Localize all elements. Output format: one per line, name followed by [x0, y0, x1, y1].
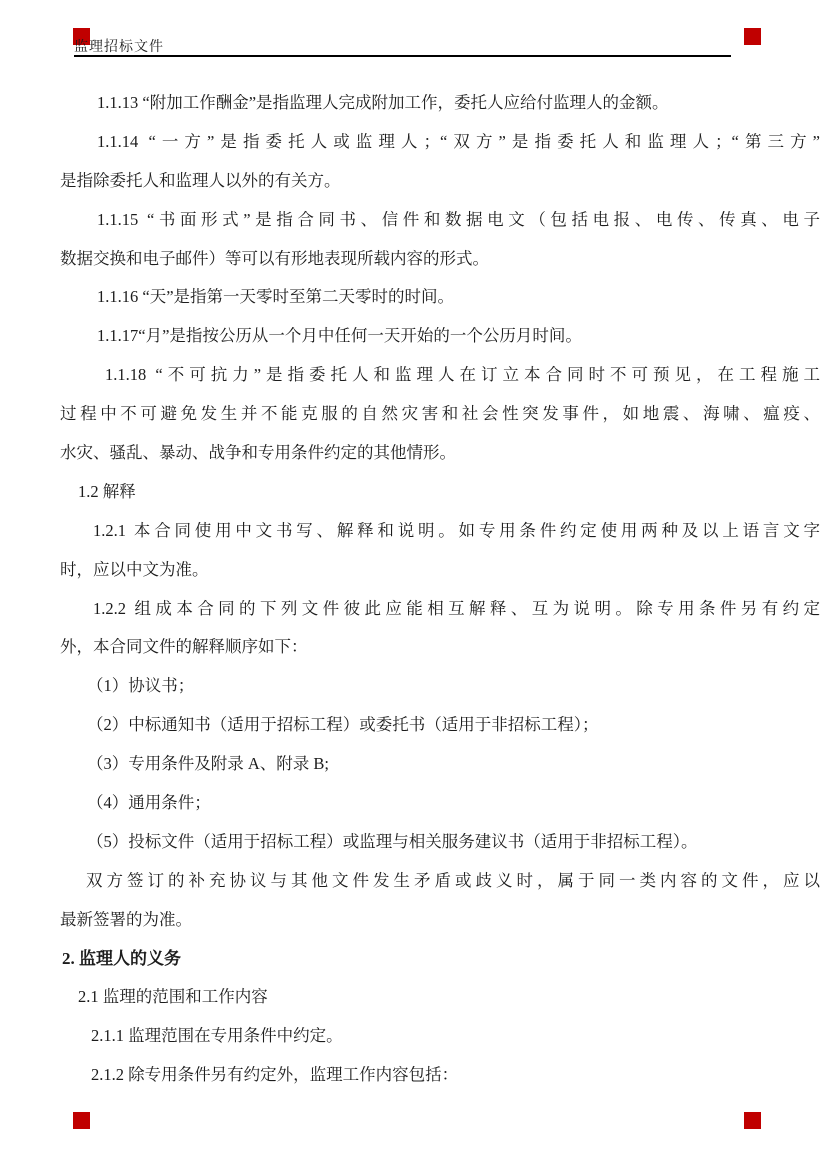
clause-1-2-1-line-2: 时，应以中文为准。 [60, 559, 209, 579]
section-2-heading: 2. 监理人的义务 [62, 948, 181, 968]
supplement-line-2: 最新签署的为准。 [60, 909, 192, 929]
document-body [60, 84, 820, 1095]
clause-2-1-1: 2.1.1 监理范围在专用条件中约定。 [91, 1026, 343, 1046]
clause-1-1-15-line-1: 1.1.15 “书面形式”是指合同书、信件和数据电文（包括电报、电传、传真、电子 [97, 209, 820, 229]
list-item-5: （5）投标文件（适用于招标工程）或监理与相关服务建议书（适用于非招标工程）。 [87, 831, 698, 851]
clause-1-1-17: 1.1.17“月”是指按公历从一个月中任何一天开始的一个公历月时间。 [97, 326, 582, 346]
list-item-2: （2）中标通知书（适用于招标工程）或委托书（适用于非招标工程）； [87, 715, 599, 735]
clause-1-1-18-line-1: 1.1.18 “不可抗力”是指委托人和监理人在订立本合同时不可预见，在工程施工 [105, 365, 820, 385]
clause-1-1-13: 1.1.13 “附加工作酬金”是指监理人完成附加工作，委托人应给付监理人的金额。 [97, 93, 669, 112]
list-item-1: （1）协议书； [87, 676, 195, 696]
clause-1-1-18-line-3: 水灾、骚乱、暴动、战争和专用条件约定的其他情形。 [60, 443, 456, 463]
clause-1-2-1-line-1: 1.2.1 本合同使用中文书写、解释和说明。如专用条件约定使用两种及以上语言文字 [93, 520, 820, 540]
page-header-title: 监理招标文件 [74, 40, 164, 55]
red-corner-mark-bottom-left [73, 1112, 90, 1129]
clause-1-2-2-line-2: 外，本合同文件的解释顺序如下： [60, 637, 308, 657]
clause-1-2: 1.2 解释 [78, 481, 136, 501]
red-corner-mark-bottom-right [744, 1112, 761, 1129]
red-corner-mark-top-right [744, 28, 761, 45]
clause-1-1-15-line-2: 数据交换和电子邮件）等可以有形地表现所载内容的形式。 [60, 248, 489, 268]
clause-2-1: 2.1 监理的范围和工作内容 [78, 987, 268, 1007]
list-item-4: （4）通用条件； [87, 793, 211, 813]
clause-1-1-18-line-2: 过程中不可避免发生并不能克服的自然灾害和社会性突发事件，如地震、海啸、瘟疫、 [60, 404, 820, 424]
clause-1-1-14-line-2: 是指除委托人和监理人以外的有关方。 [60, 170, 341, 190]
list-item-3: （3）专用条件及附录 A、附录 B; [87, 754, 330, 774]
clause-1-2-2-line-1: 1.2.2 组成本合同的下列文件彼此应能相互解释、互为说明。除专用条件另有约定 [93, 598, 820, 618]
header-rule [74, 55, 731, 57]
supplement-line-1: 双方签订的补充协议与其他文件发生矛盾或歧义时，属于同一类内容的文件，应以 [86, 870, 820, 890]
clause-1-1-14-line-1: 1.1.14 “一方”是指委托人或监理人；“双方”是指委托人和监理人；“第三方” [97, 131, 820, 151]
clause-1-1-16: 1.1.16 “天”是指第一天零时至第二天零时的时间。 [97, 287, 455, 307]
clause-2-1-2: 2.1.2 除专用条件另有约定外，监理工作内容包括： [91, 1065, 459, 1085]
